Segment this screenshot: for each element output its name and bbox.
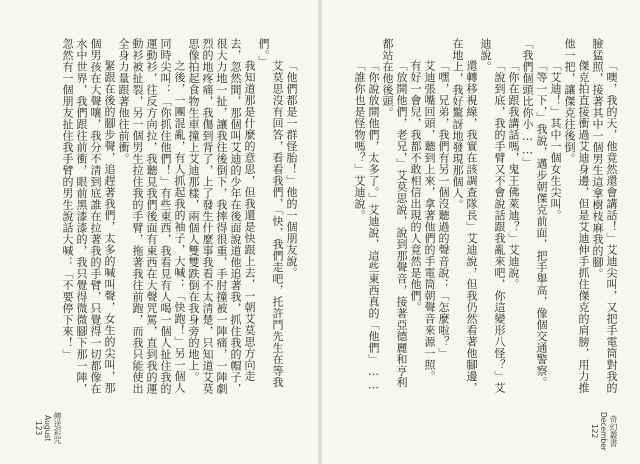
footer-title: 奇幻叢書 <box>609 415 618 448</box>
right-page <box>322 0 640 464</box>
paragraph: 「誰你也是怪物嗎？」艾迪說。 <box>353 60 366 221</box>
paragraph: 有好一會兒，我都不敢相信出現的人竟然是他們。 <box>409 60 422 313</box>
left-page <box>0 0 318 464</box>
paragraph: 「放開他們，老兄，」艾莫思說，說到那聲音，接著亞德麗和亨利都站在他後頭。 <box>381 38 408 388</box>
paragraph: 還轉移視線，我實在該調查隊長」艾迪說，但我仍然看著他腳邊，在地上，我好驚訝地發現那個人。 <box>451 38 478 394</box>
paragraph: 緊跟在後的腳步聲，追趕著我們，太多的喊叫聲，女生的尖叫，那個男孩在大聲嚷，我分不清到底誰在拉著我的手臂，只覺得一切都像在水中世界，我們跟往前衝，眼前黑漆漆的，我只覺得微微腳下那一陣，忽然有一個朋友扯住我手臂的男生說話大喊：「不要停下來！」 <box>61 38 116 395</box>
paragraph: 「他們都是一群怪胎！」他的一個朋友說。 <box>285 60 298 279</box>
paragraph: 艾莫思沒有回答，看看我們，「快，我們走吧，托許鬥先生在等我們。」 <box>257 38 284 388</box>
footer-month: August <box>43 414 52 442</box>
right-page-footer <box>590 412 619 454</box>
paragraph: 「你說放開他們，太多了。」艾迪說，這些東西真的「他們」…… <box>367 60 380 392</box>
paragraph: 之後，一團混亂，有人抓起我的袖子，大喊：「快跑！」另一個人同時尖叫：「你抓住他們！」有些東西，我看見有人喝一個人扯住我的運動衫，往反方向拉，我聽見我們後面有東西在大聲咒罵，直到我的運動衫被扯裂，另一個男生拉住我的手臂，拖著我往前跑，而我只能使出全身力量跟著他往前衝。 <box>117 38 186 395</box>
paragraph: 艾迪張嘴回頭，聽到上來，拿著他們的手電筒朝聲音來源一照。 <box>423 60 436 382</box>
paragraph: 「等一下，」我說，邁步朝傑克前面，把手舉高，像個交通警察。「我們個頭比你小……」 <box>521 38 548 388</box>
paragraph: 我知道那是什麼的意思，但我還是快跟上去，一朝艾莫思方向走去，忽然間，那個叫艾迪的少年在後面說道他追著我，抓住我的帽子，很大力地一扯，讓我往後倒下，我摔得很重，手肘撞被一陣痛，一陣劇烈的地疼痛，我傷到背了，上了發生什麼事我看不太清楚，只知道艾莫思像拍起食物生車撞上艾迪那樣，兩個人雙雙跌倒在我身旁的地上。 <box>187 38 256 395</box>
paragraph: 「嘿，兄弟，我們有另一個沒聽過的聲音說：「怎麼啦？」 <box>437 60 450 359</box>
footer-title: 傳送彩咒 <box>53 412 62 444</box>
paragraph: 傑克拍直接衝過艾迪身邊，但是艾迪伸手抓住傑克的肩膀，用力推他一把，讓傑克往後倒。 <box>563 38 590 394</box>
paragraph: 「艾迪！」其中一個女生尖叫。 <box>549 60 562 221</box>
paragraph: 「你在跟我講話嗎，鬼王佛萊迪？」艾迪說。 <box>507 60 520 290</box>
paragraph: 「噢，我的天，他竟然還會講話！」艾迪尖叫，又把手電筒對我的臉猛照，接著其中一個男生這拿樹枝麻我的腳。 <box>591 38 618 394</box>
paragraph: 「說到底，我的手臂又不會說話跟我亂來吧，你這變形八怪？」艾迪說。 <box>479 38 506 394</box>
footer-month: December <box>599 412 608 451</box>
left-page-text <box>36 38 298 398</box>
left-page-footer <box>34 412 63 447</box>
page-number: 122 <box>590 424 599 439</box>
page-number: 123 <box>34 420 43 436</box>
right-page-text <box>340 38 618 398</box>
